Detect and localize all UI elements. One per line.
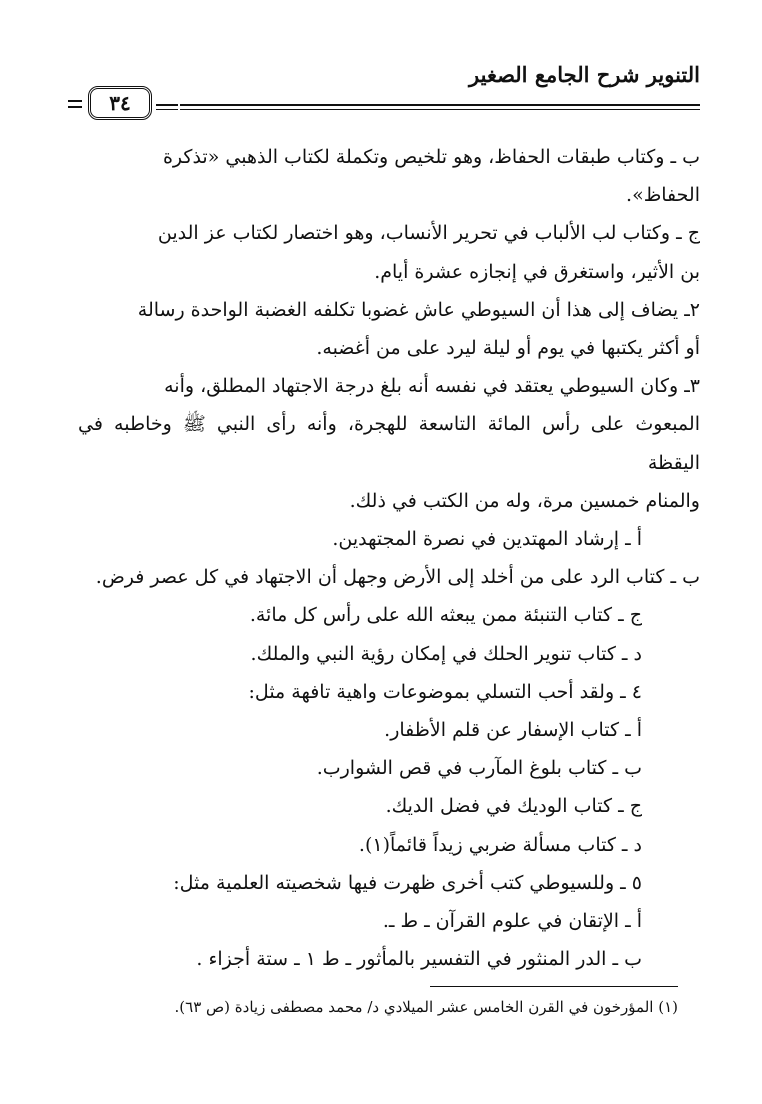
header-rule xyxy=(180,109,700,110)
list-item: ج ـ كتاب التنبئة ممن يبعثه الله على رأس كل مائة. xyxy=(249,604,642,627)
header-rule-mark xyxy=(68,106,82,108)
text-line: ب ـ وكتاب طبقات الحفاظ، وهو تلخيص وتكملة لكتاب الذهبي «تذكرة xyxy=(162,146,700,168)
list-item: ب ـ الدر المنثور في التفسير بالمأثور ـ ط ١ ـ ستة أجزاء . xyxy=(196,948,642,971)
text-line: ج ـ وكتاب لب الألباب في تحرير الأنساب، وهو اختصار لكتاب عز الدين xyxy=(157,222,700,245)
header-rule xyxy=(156,109,178,110)
list-item: أ ـ إرشاد المهتدين في نصرة المجتهدين. xyxy=(332,528,642,551)
list-item: ٤ ـ ولقد أحب التسلي بموضوعات واهية تافهة مثل: xyxy=(248,680,642,703)
list-item: د ـ كتاب تنوير الحلك في إمكان رؤية النبي والملك. xyxy=(250,642,642,665)
page-header xyxy=(60,62,700,122)
text-line: ٢ـ يضاف إلى هذا أن السيوطي عاش غضوبا تكلفه الغضبة الواحدة رسالة xyxy=(137,298,700,321)
list-item: أ ـ الإتقان في علوم القرآن ـ ط ـ. xyxy=(382,910,642,933)
list-item: ٥ ـ وللسيوطي كتب أخرى ظهرت فيها شخصيته العلمية مثل: xyxy=(173,871,642,894)
list-item: د ـ كتاب مسألة ضربي زيداً قائماً(١). xyxy=(358,833,642,856)
text-line: والمنام خمسين مرة، وله من الكتب في ذلك. xyxy=(349,489,700,512)
book-title: التنوير شرح الجامع الصغير xyxy=(469,62,700,87)
text-line: المبعوث على رأس المائة التاسعة للهجرة، وأنه رأى النبي ﷺ وخاطبه في اليقظة xyxy=(78,413,700,474)
list-item: ج ـ كتاب الوديك في فضل الديك. xyxy=(385,795,642,818)
main-text xyxy=(78,138,700,978)
footnote-separator xyxy=(430,986,678,987)
header-rule xyxy=(156,104,178,106)
list-item: ب ـ كتاب الرد على من أخلد إلى الأرض وجهل أن الاجتهاد في كل عصر فرض. xyxy=(95,566,700,589)
list-item: ب ـ كتاب بلوغ المآرب في قص الشوارب. xyxy=(316,757,642,780)
list-item: أ ـ كتاب الإسفار عن قلم الأظفار. xyxy=(384,719,642,742)
text-line: ٣ـ وكان السيوطي يعتقد في نفسه أنه بلغ درجة الاجتهاد المطلق، وأنه xyxy=(164,375,700,398)
footnote: (١) المؤرخون في القرن الخامس عشر الميلادي د/ محمد مصطفى زيادة (ص ٦٣). xyxy=(174,998,678,1016)
page-number: ٣٤ xyxy=(88,86,152,120)
text-line: الحفاظ». xyxy=(626,184,700,207)
header-rule-mark xyxy=(68,100,82,102)
text-line: بن الأثير، واستغرق في إنجازه عشرة أيام. xyxy=(374,260,700,283)
header-rule xyxy=(180,104,700,106)
text-line: أو أكثر يكتبها في يوم أو ليلة ليرد على من أغضبه. xyxy=(316,337,700,360)
